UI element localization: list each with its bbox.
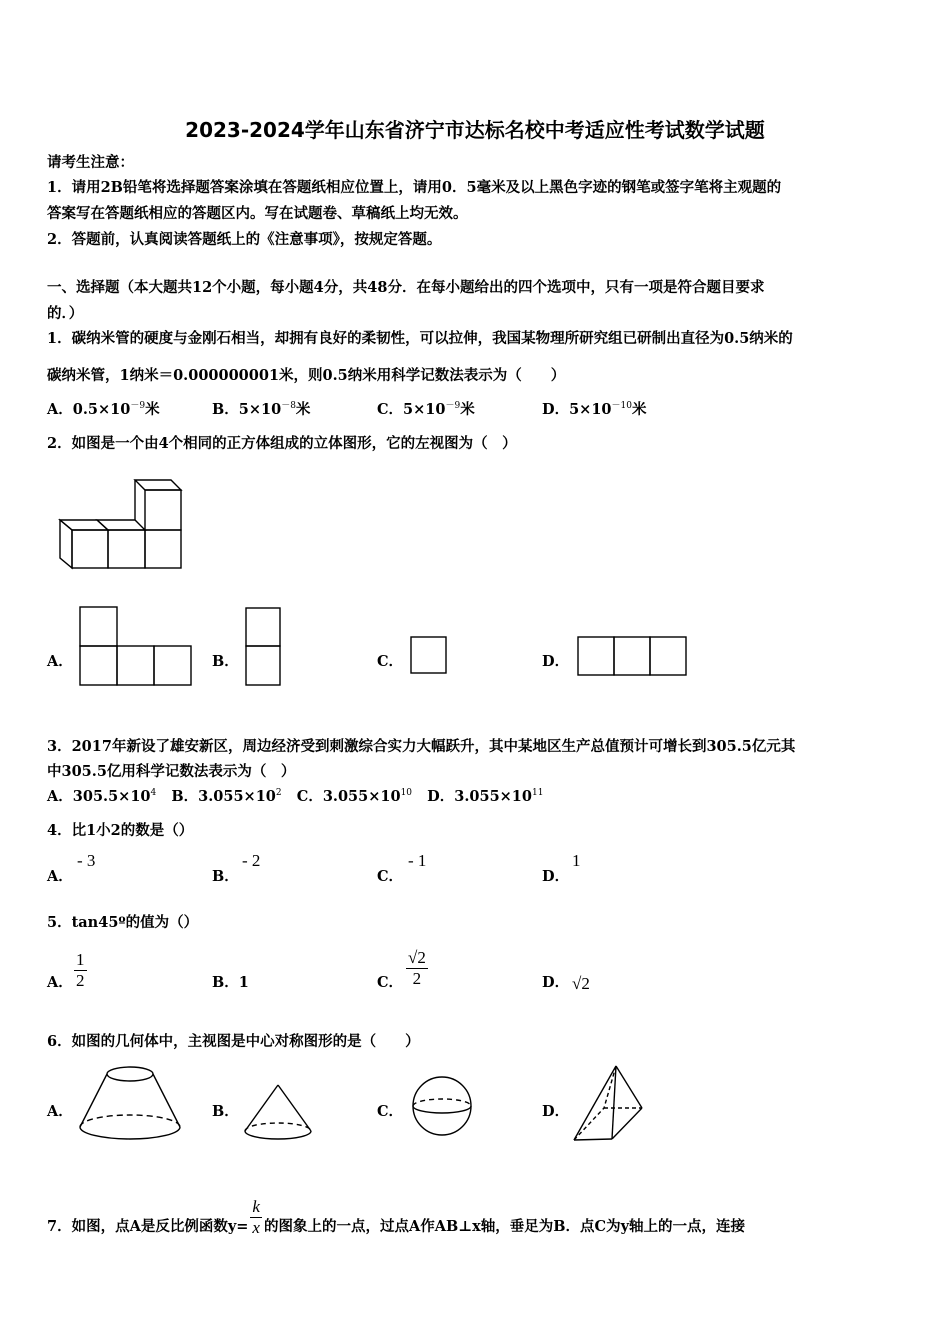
q6-option-c-label: C． <box>377 1103 404 1120</box>
q6-cone-figure <box>243 1083 313 1143</box>
q6-pyramid-figure <box>572 1064 644 1142</box>
notice-heading: 请考生注意： <box>47 154 134 171</box>
q4-option-d-label: D． <box>542 868 570 885</box>
notice-line-2: 答案写在答题纸相应的答题区内。写在试题卷、草稿纸上均无效。 <box>47 205 468 222</box>
q4-option-b-label: B． <box>212 868 239 885</box>
q1-option-b: B．$5\times 10^{-8}$米 <box>212 401 311 418</box>
q7-k-over-x: $\frac{k}{x}$ <box>252 1197 260 1237</box>
q1-stem-line-1: 1．碳纳米管的硬度与金刚石相当，却拥有良好的柔韧性，可以拉伸，我国某物理所研究组已研制出直径为0.5纳米的 <box>47 330 793 347</box>
q3-option-a: A．$305.5\times 10^4$ <box>47 788 157 805</box>
q3-stem-line-1: 3．2017年新设了雄安新区，周边经济受到刺激综合实力大幅跃升，其中某地区生产总值预计可增长到305.5亿元其 <box>47 738 796 755</box>
q7-stem: 7．如图，点A是反比例函数y= $\frac{k}{x}$ 的图象上的一点，过点A作AB⊥x轴，垂足为B．点C为y轴上的一点，连接 <box>47 1197 746 1237</box>
q2-option-c-figure <box>411 637 447 675</box>
q6-option-b-label: B． <box>212 1103 239 1120</box>
q5-stem: 5．tan45º的值为（） <box>47 914 199 931</box>
q3-option-b: B．$3.055\times 10^2$ <box>171 788 282 805</box>
q2-option-a-figure <box>80 607 192 687</box>
q5-option-d-value: √2 <box>572 974 590 993</box>
q6-option-d-label: D． <box>542 1103 570 1120</box>
q1-option-a: A．$0.5\times 10^{-9}$米 <box>47 401 160 418</box>
q4-option-d-value: 1 <box>572 851 581 870</box>
q2-solid-figure <box>55 480 185 572</box>
q3-options <box>47 785 543 806</box>
q2-option-d-label: D． <box>542 653 570 670</box>
q2-option-c-label: C． <box>377 653 404 670</box>
q2-option-b-label: B． <box>212 653 239 670</box>
q4-option-a-value: - 3 <box>77 851 96 870</box>
section-heading-line-1: 一、选择题（本大题共12个小题，每小题4分，共48分．在每小题给出的四个选项中，只有一项是符合题目要求 <box>47 279 765 296</box>
q5-option-a-label: A． <box>47 974 73 991</box>
q6-sphere-figure <box>412 1074 474 1140</box>
q3-option-c: C．$3.055\times 10^{10}$ <box>296 788 413 805</box>
q2-stem: 2．如图是一个由4个相同的正方体组成的立体图形，它的左视图为（ ） <box>47 435 517 452</box>
q5-option-c-label: C． <box>377 974 404 991</box>
q4-option-a-label: A． <box>47 868 73 885</box>
notice-line-1: 1．请用2B铅笔将选择题答案涂填在答题纸相应位置上，请用0．5毫米及以上黑色字迹的钢笔或签字笔将主观题的 <box>47 179 782 196</box>
q6-frustum-figure <box>78 1065 182 1141</box>
q4-option-b-value: - 2 <box>242 851 261 870</box>
page-title: 2023-2024学年山东省济宁市达标名校中考适应性考试数学试题 <box>185 118 765 142</box>
q5-option-d-label: D． <box>542 974 570 991</box>
q6-option-a-label: A． <box>47 1103 73 1120</box>
q2-option-b-figure <box>246 608 282 686</box>
q4-option-c-label: C． <box>377 868 404 885</box>
q1-option-d: D．$5\times 10^{-10}$米 <box>542 401 647 418</box>
notice-line-3: 2．答题前，认真阅读答题纸上的《注意事项》，按规定答题。 <box>47 231 442 248</box>
q5-option-c-fraction: $\frac{√2}{2}$ <box>408 948 426 988</box>
q5-option-a-fraction: $\frac{1}{2}$ <box>76 950 85 990</box>
q4-stem: 4．比1小2的数是（） <box>47 822 194 839</box>
q2-option-d-figure <box>578 637 688 677</box>
q2-option-a-label: A． <box>47 653 73 670</box>
q4-option-c-value: - 1 <box>408 851 427 870</box>
q3-stem-line-2: 中305.5亿用科学记数法表示为（ ） <box>47 763 296 780</box>
q6-stem: 6．如图的几何体中，主视图是中心对称图形的是（ ） <box>47 1033 420 1050</box>
q3-option-d: D．$3.055\times 10^{11}$ <box>427 788 544 805</box>
q5-option-b: B．1 <box>212 974 249 991</box>
q1-stem-line-2: 碳纳米管，1纳米＝0.000000001米，则0.5纳米用科学记数法表示为（ ） <box>47 367 566 384</box>
section-heading-line-2: 的．） <box>47 305 84 322</box>
q1-option-c: C．$5\times 10^{-9}$米 <box>377 401 475 418</box>
